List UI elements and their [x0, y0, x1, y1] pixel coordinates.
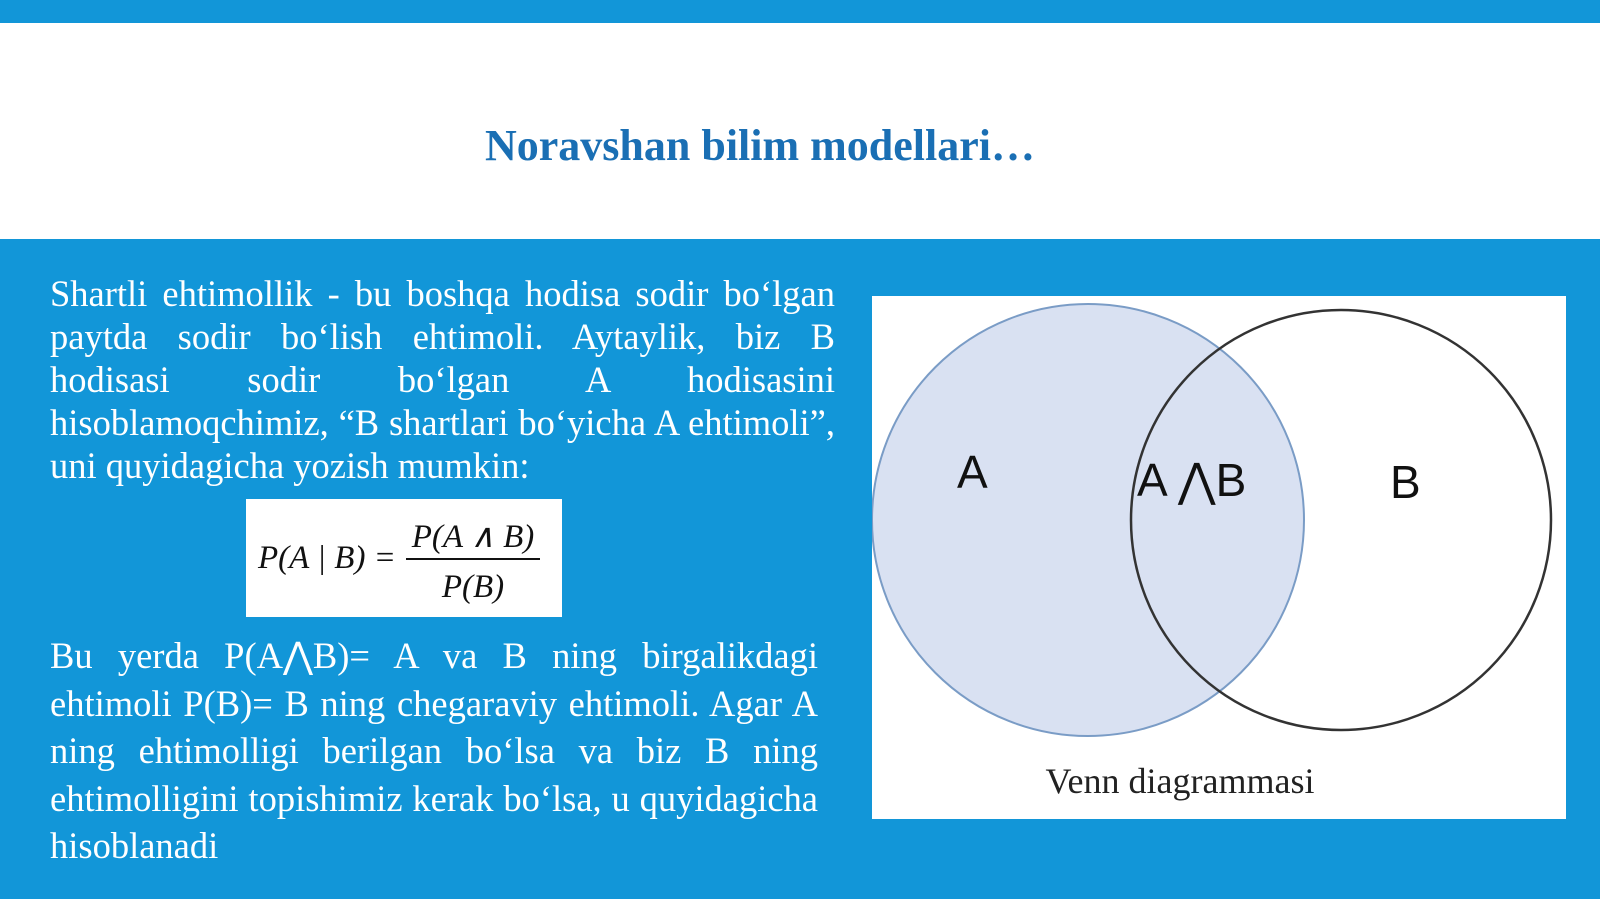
- conditional-probability-formula: [246, 499, 562, 617]
- formula-denominator: P(B): [441, 569, 505, 605]
- top-bar: [0, 0, 1600, 23]
- label-a: A: [957, 446, 988, 498]
- venn-caption: Venn diagrammasi: [1045, 761, 1315, 801]
- formula-box: [246, 499, 562, 617]
- label-b: B: [1390, 456, 1421, 508]
- formula-lhs: P(A | B) =: [258, 540, 396, 576]
- circle-a: [872, 304, 1304, 736]
- slide-title: Noravshan bilim modellari…: [484, 121, 1036, 170]
- venn-diagram-panel: [872, 296, 1566, 819]
- formula-numerator: P(A ∧ B): [411, 519, 535, 555]
- conditional-probability-text: Shartli ehtimollik - bu boshqa hodisa sodir bo‘lgan paytda sodir bo‘lish ehtimoli. Aytaylik, biz B hodisasi sodir bo‘lgan A hodisasini hisoblamoqchimiz, “B shartlari bo‘yicha A ehtimoli”, uni quyidagicha yozish mumkin:: [50, 273, 835, 486]
- venn-diagram: [872, 296, 1566, 819]
- label-a-and-b: A ⋀B: [1137, 454, 1247, 506]
- explanation-text: Bu yerda P(A⋀B)= A va B ning birgalikdagi ehtimoli P(B)= B ning chegaraviy ehtimoli. Agar A ning ehtimolligi berilgan bo‘lsa va biz B ning ehtimolligini topishimiz kerak bo‘lsa, u quyidagicha hisoblanadi: [50, 635, 818, 866]
